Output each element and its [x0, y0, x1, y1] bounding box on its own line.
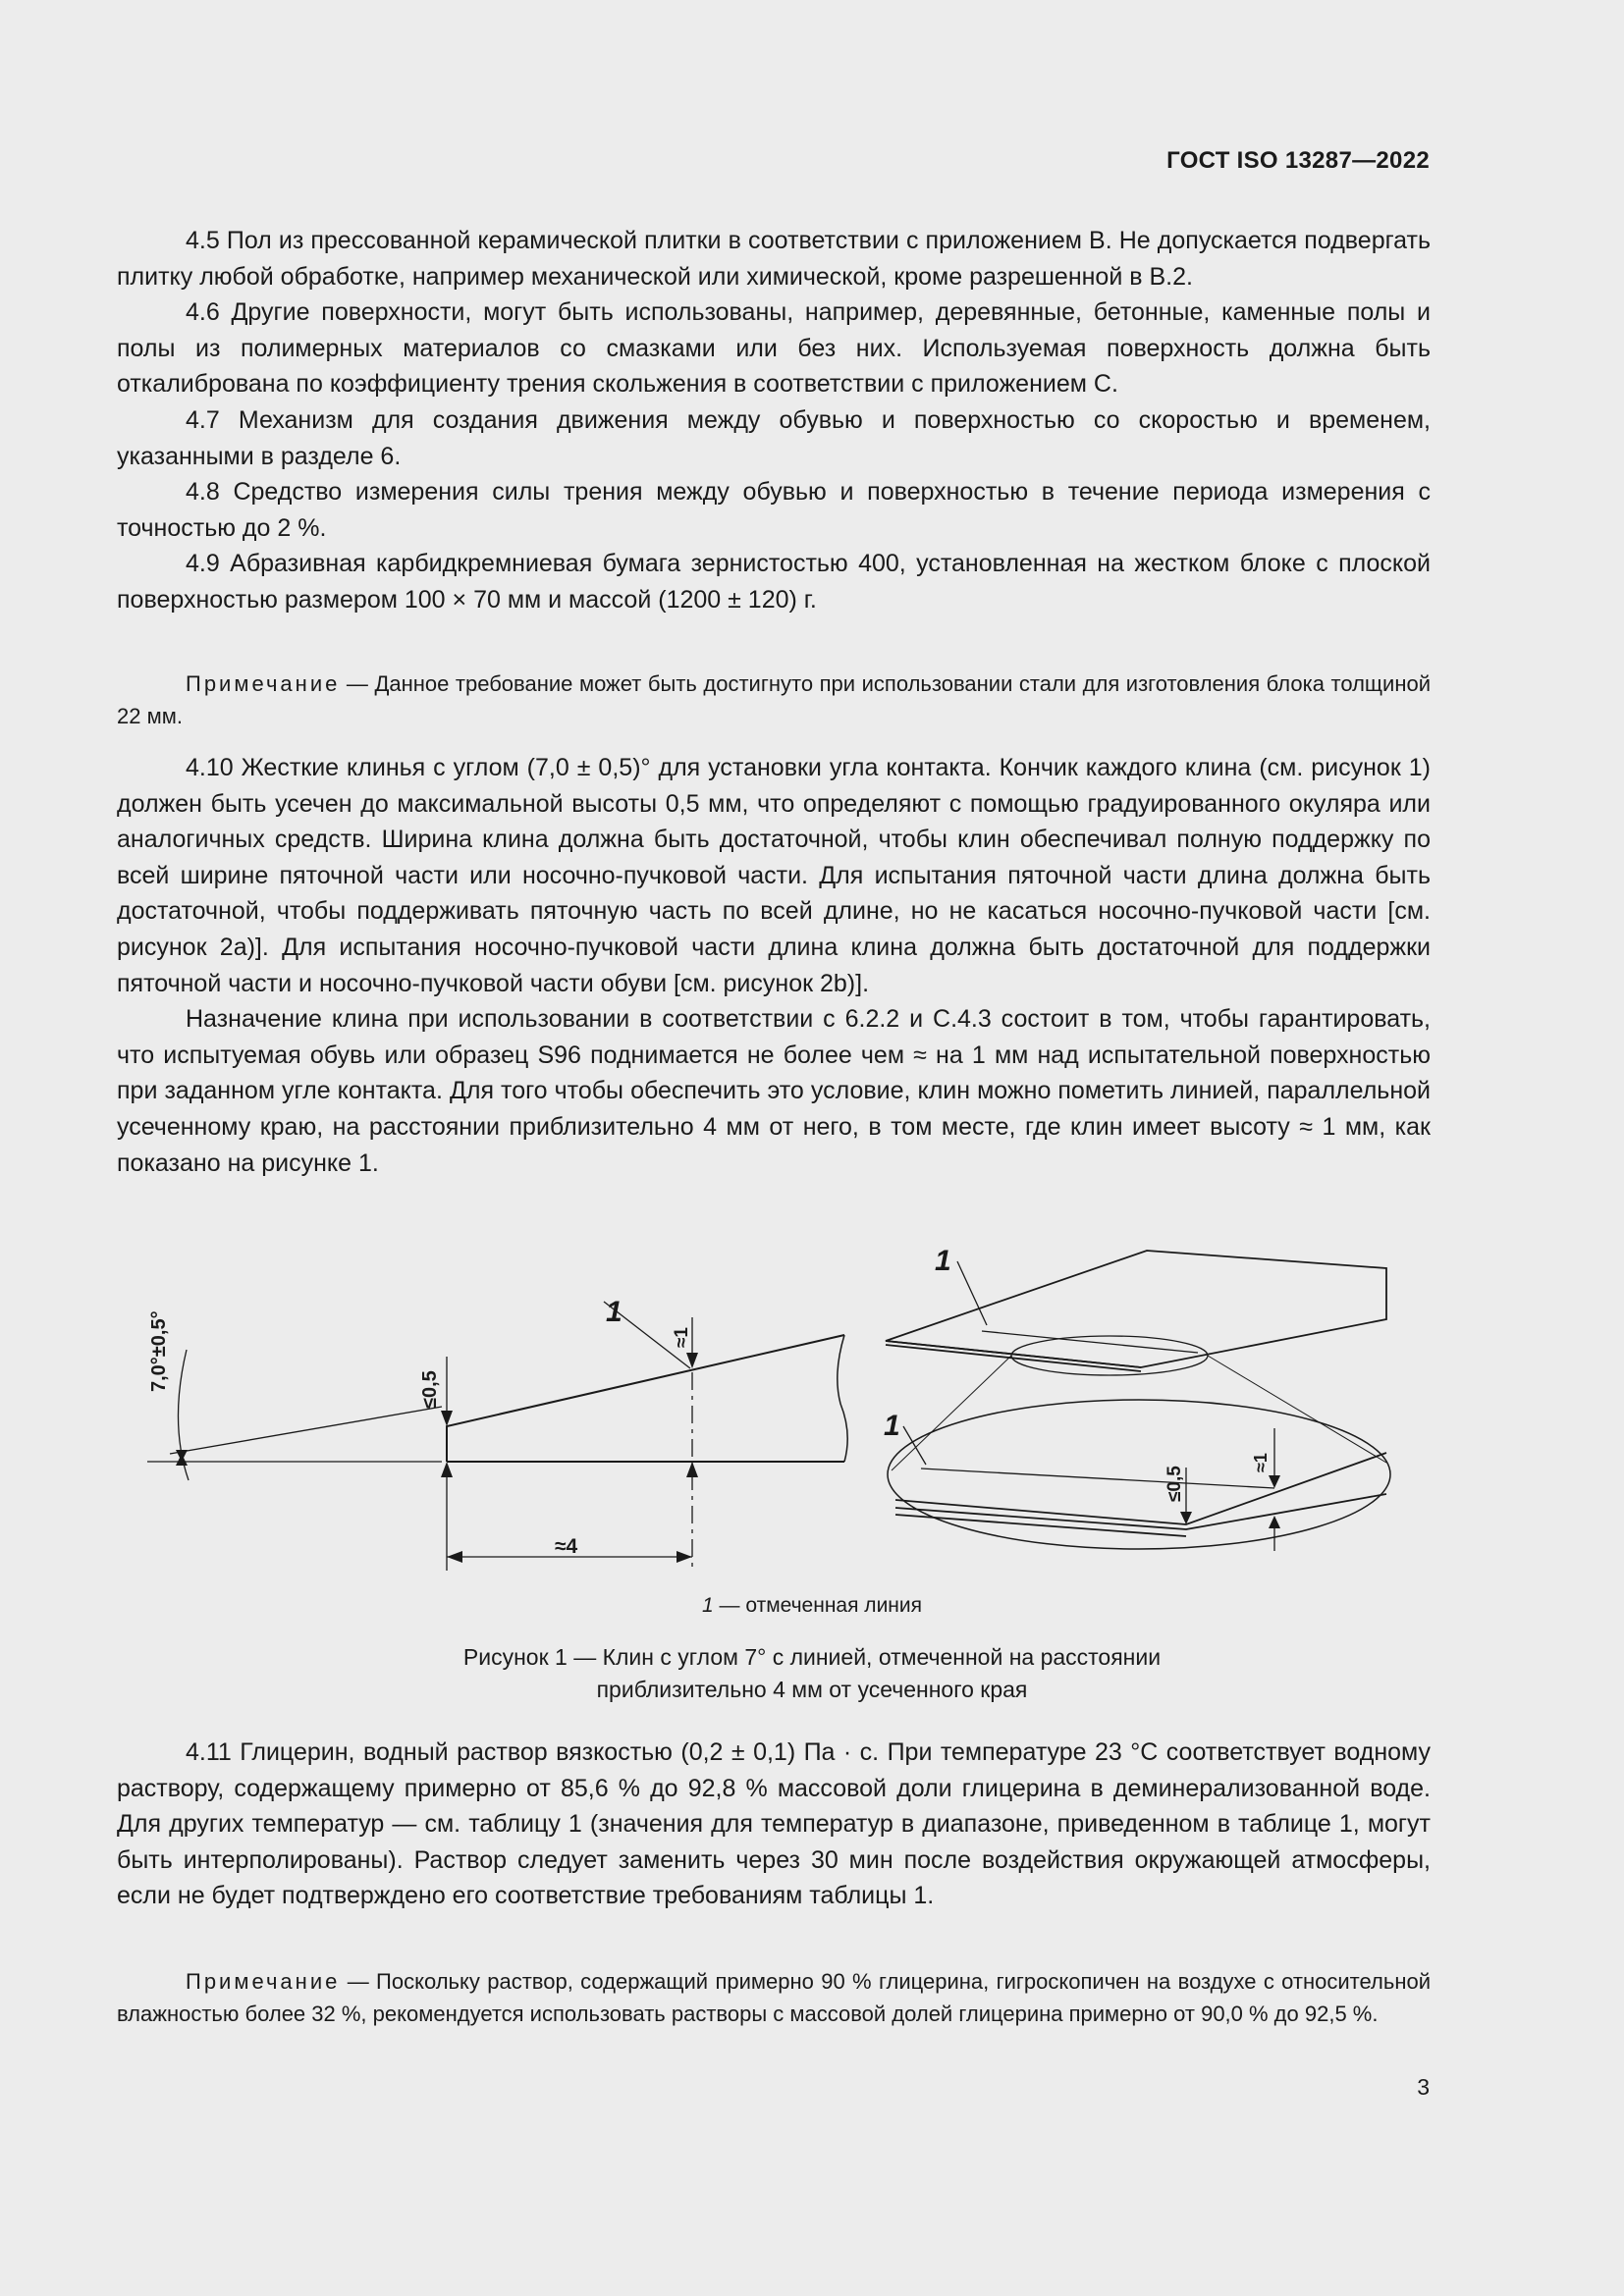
- note-2-text: — Поскольку раствор, содержащий примерно 90 % глицерина, гигроскопичен на воздухе с относительной влажностью более 32 %, рекомендуется использовать растворы с массовой долей глицерина примерно от 90,0 % до 92,5 %.: [117, 1969, 1431, 2026]
- arrow-angle-bottom: [176, 1454, 188, 1466]
- paragraph-4-9: 4.9 Абразивная карбидкремниевая бумага зернистостью 400, установленная на жестком блоке с плоской поверхностью размером 100 × 70 мм и массой (1200 ± 120) г.: [117, 550, 1431, 614]
- approx1-label: ≈1: [672, 1327, 692, 1348]
- paragraphs-bottom: [117, 1735, 1431, 1914]
- paragraph-4-11: 4.11 Глицерин, водный раствор вязкостью (0,2 ± 0,1) Па · с. При температуре 23 °С соответствует водному раствору, содержащему примерно от 85,6 % до 92,8 % массовой доли глицерина в деминерализованной воде. Для других температур — см. таблицу 1 (значения для температур в диапазоне, приведенном в таблице 1, могут быть интерполированы). Раствор следует заменить через 30 мин после воздействия окружающей атмосферы, если не будет подтверждено его соответствие требованиям таблицы 1.: [117, 1738, 1431, 1910]
- figure-legend: [0, 1594, 1624, 1618]
- arrow-detail-approx1: [1269, 1475, 1280, 1488]
- marker-label-detail: 1: [884, 1410, 900, 1442]
- note-2-label: Примечание: [186, 1969, 341, 1994]
- wedge-3d-edge: [886, 1341, 1141, 1367]
- figure-legend-number: 1: [702, 1594, 714, 1617]
- wedge-3d-marked-line: [982, 1331, 1198, 1353]
- wedge-top-outline: [447, 1335, 844, 1462]
- note-block-1: [117, 667, 1431, 732]
- note-1: [117, 667, 1431, 732]
- note-1-label: Примечание: [186, 671, 341, 696]
- paragraph-4-7: 4.7 Механизм для создания движения между обувью и поверхностью со скоростью и временем, указанными в разделе 6.: [117, 405, 1431, 470]
- arrow-marked-bottom: [686, 1462, 698, 1477]
- wedge-3d-edge-bottom: [886, 1345, 1141, 1371]
- detail-marked-line: [921, 1468, 1274, 1488]
- page-number: 3: [1417, 2074, 1430, 2100]
- detail-circle: [1011, 1336, 1208, 1375]
- wedge-break-line: [838, 1335, 847, 1462]
- height-label: ≤0,5: [419, 1370, 441, 1409]
- angle-label: 7,0°±0,5°: [148, 1310, 170, 1392]
- paragraph-4-8: 4.8 Средство измерения силы трения между обувью и поверхностью в течение периода измерения с точностью до 2 %.: [117, 478, 1431, 542]
- figure-1-wedge-drawing: [0, 1217, 1624, 1590]
- figure-caption-line-2: приблизительно 4 мм от усеченного края: [596, 1677, 1028, 1702]
- marker-label-3d: 1: [935, 1245, 951, 1277]
- approx4-label: ≈4: [555, 1535, 578, 1558]
- arrow-height-bottom: [441, 1462, 453, 1477]
- paragraphs-mid: [117, 750, 1431, 1181]
- figure-caption-line-1: Рисунок 1 — Клин с углом 7° с линией, отмеченной на расстоянии: [462, 1644, 1162, 1670]
- arrow-detail-approx1-bottom: [1269, 1516, 1280, 1528]
- detail-wedge-middle: [895, 1494, 1386, 1529]
- figure-legend-text: — отмеченная линия: [713, 1594, 922, 1617]
- marker-leader-3d: [957, 1261, 987, 1325]
- detail-projection-right: [1208, 1356, 1386, 1463]
- paragraphs-top: [117, 223, 1431, 618]
- arrow-approx4-left: [447, 1551, 462, 1563]
- note-1-text: — Данное требование может быть достигнуто при использовании стали для изготовления блока толщиной 22 мм.: [117, 671, 1431, 728]
- marker-label: 1: [606, 1296, 623, 1328]
- arrow-height-top: [441, 1411, 453, 1426]
- angle-inclined-line: [170, 1407, 442, 1454]
- note-block-2: [117, 1965, 1431, 2030]
- paragraph-wedge-purpose: Назначение клина при использовании в соответствии с 6.2.2 и С.4.3 состоит в том, чтобы гарантировать, что испытуемая обувь или образец S96 поднимается не более чем ≈ на 1 мм над испытательной поверхностью при заданном угле контакта. Для того чтобы обеспечить это условие, клин можно пометить линией, параллельной усеченному краю, на расстоянии приблизительно 4 мм от него, в том месте, где клин имеет высоту ≈ 1 мм, как показано на рисунке 1.: [117, 1005, 1431, 1177]
- paragraph-4-10: 4.10 Жесткие клинья с углом (7,0 ± 0,5)° для установки угла контакта. Кончик каждого клина (см. рисунок 1) должен быть усечен до максимальной высоты 0,5 мм, что определяют с помощью градуированного окуляра или аналогичных средств. Ширина клина должна быть достаточной, чтобы клин обеспечивал полную поддержку по всей ширине пяточной части или носочно-пучковой части. Для испытания пяточной части длина должна быть достаточной, чтобы поддерживать пяточную часть по всей длине, но не касаться носочно-пучковой части [см. рисунок 2a)]. Для испытания носочно-пучковой части длина клина должна быть достаточной для поддержки пяточной части и носочно-пучковой части обуви [см. рисунок 2b)].: [117, 754, 1431, 997]
- note-2: [117, 1965, 1431, 2030]
- paragraph-4-6: 4.6 Другие поверхности, могут быть использованы, например, деревянные, бетонные, каменные полы и полы из полимерных материалов со смазками или без них. Используемая поверхность должна быть откалибрована по коэффициенту трения скольжения в соответствии с приложением С.: [117, 298, 1431, 399]
- detail-approx1-label: ≈1: [1251, 1453, 1271, 1472]
- arrow-approx4-right: [677, 1551, 692, 1563]
- document-id-header: ГОСТ ISO 13287—2022: [1166, 147, 1430, 174]
- paragraph-4-5: 4.5 Пол из прессованной керамической плитки в соответствии с приложением В. Не допускается подвергать плитку любой обработке, например механической или химической, кроме разрешенной в В.2.: [117, 227, 1431, 291]
- detail-height-label: ≤0,5: [1164, 1466, 1185, 1502]
- figure-caption: [370, 1641, 1254, 1706]
